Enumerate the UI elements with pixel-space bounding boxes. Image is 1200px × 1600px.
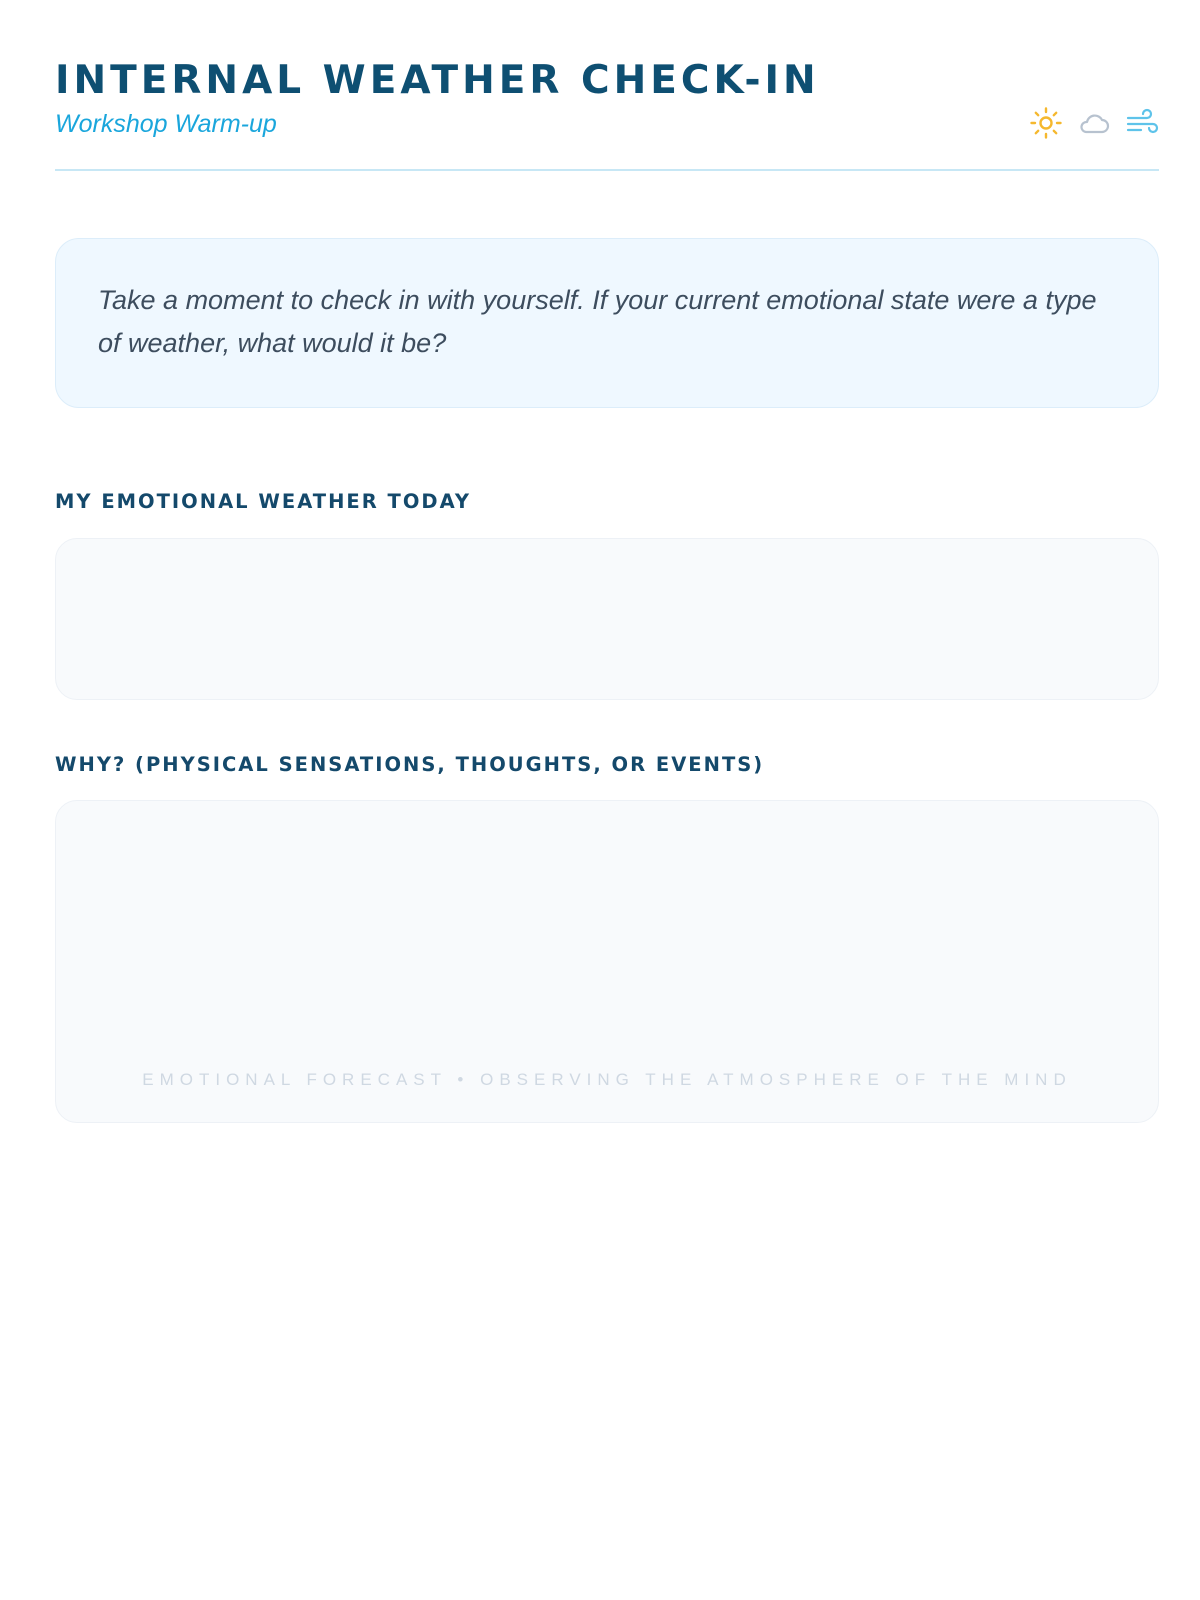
prompt-card bbox=[55, 238, 1159, 408]
weather-icons bbox=[1029, 106, 1159, 140]
prompt-text: Take a moment to check in with yourself. If your current emotional state were a type of weather, what would it be? bbox=[98, 285, 1097, 358]
header bbox=[55, 0, 1159, 171]
page-subtitle: Workshop Warm-up bbox=[55, 110, 277, 138]
sun-icon bbox=[1029, 106, 1063, 140]
footer-note: EMOTIONAL FORECAST • OBSERVING THE ATMOSPHERE OF THE MIND bbox=[142, 1070, 1072, 1089]
emotional-weather-label: MY EMOTIONAL WEATHER TODAY bbox=[55, 490, 471, 513]
why-label: WHY? (PHYSICAL SENSATIONS, THOUGHTS, OR EVENTS) bbox=[55, 753, 765, 776]
emotional-weather-field[interactable] bbox=[55, 538, 1159, 700]
worksheet-page bbox=[55, 0, 1159, 1089]
page-title: INTERNAL WEATHER CHECK-IN bbox=[55, 58, 820, 103]
wind-icon bbox=[1125, 106, 1159, 140]
cloud-icon bbox=[1077, 106, 1111, 140]
